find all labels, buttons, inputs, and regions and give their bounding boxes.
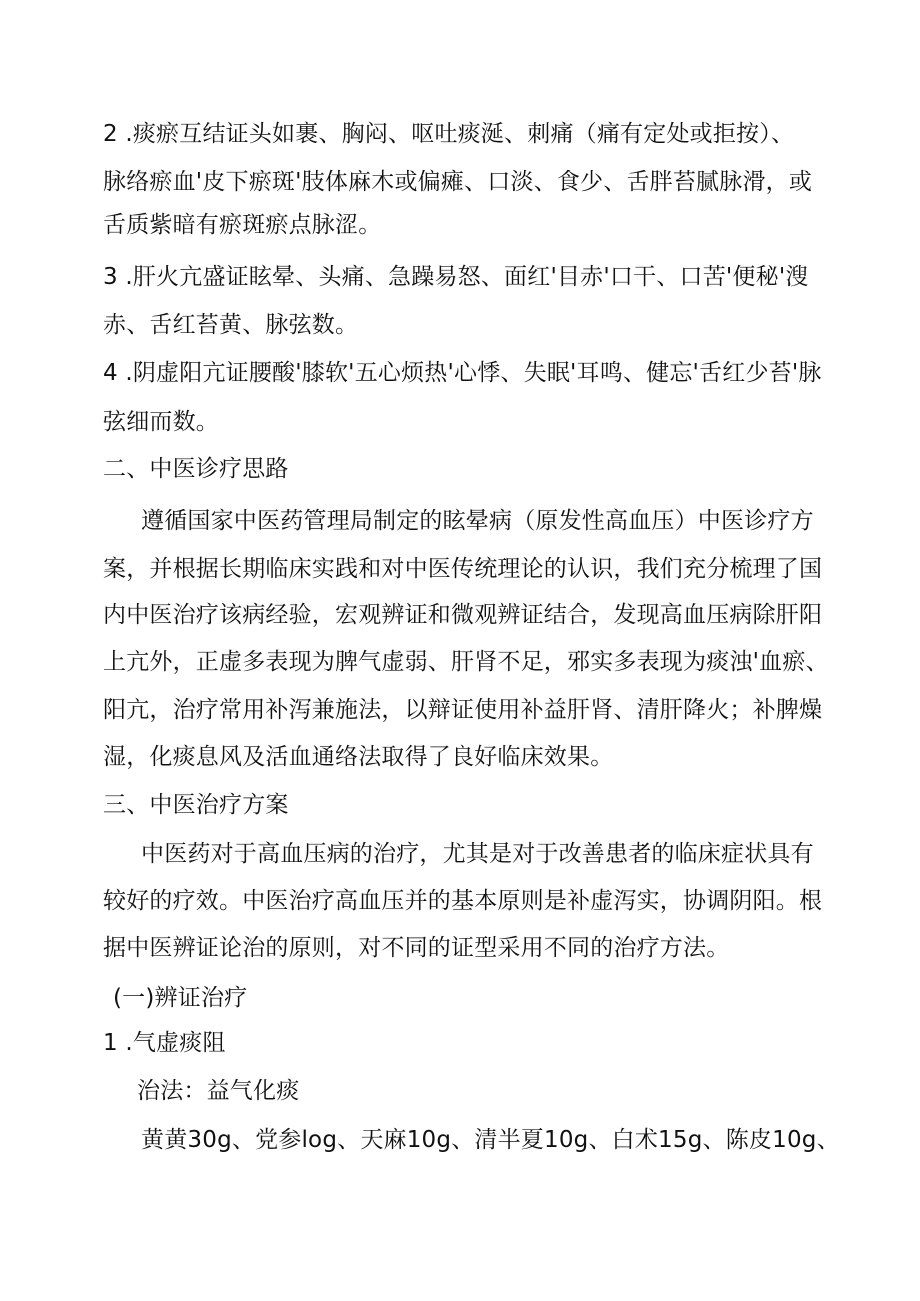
- prescription-line: 黄黄30g、党参log、天麻10g、清半夏10g、白术15g、陈皮10g、: [141, 1127, 840, 1153]
- subsection-heading: (一)辨证治疗: [113, 985, 248, 1011]
- section-heading: 二、中医诊疗思路: [103, 456, 289, 482]
- paragraph-line: 据中医辨证论治的原则，对不同的证型采用不同的治疗方法。: [103, 935, 730, 961]
- text-line: 2 .痰瘀互结证头如裹、胸闷、呕吐痰涎、刺痛（痛有定处或拒按）、: [103, 121, 795, 147]
- text-line: 赤、舌红苔黄、脉弦数。: [103, 312, 359, 338]
- treatment-method: 治法：益气化痰: [137, 1078, 300, 1104]
- paragraph-line: 湿，化痰息风及活血通络法取得了良好临床效果。: [103, 744, 614, 770]
- text-line: 3 .肝火亢盛证眩晕、头痛、急躁易怒、面红'目赤'口干、口苦'便秘'溲: [103, 264, 809, 290]
- list-item: 1 .气虚痰阻: [103, 1030, 226, 1056]
- text-line: 舌质紫暗有瘀斑瘀点脉涩。: [103, 212, 382, 238]
- paragraph-line: 内中医治疗该病经验，宏观辨证和微观辨证结合，发现高血压病除肝阳: [103, 602, 823, 628]
- paragraph-line: 上亢外，正虚多表现为脾气虚弱、肝肾不足，邪实多表现为痰浊'血瘀、: [103, 649, 829, 675]
- text-line: 弦细而数。: [103, 409, 219, 435]
- text-line: 4 .阴虚阳亢证腰酸'膝软'五心烦热'心悸、失眠'耳鸣、健忘'舌红少苔'脉: [103, 360, 822, 386]
- paragraph-line: 中医药对于高血压病的治疗，尤其是对于改善患者的临床症状具有: [141, 841, 814, 867]
- paragraph-line: 遵循国家中医药管理局制定的眩晕病（原发性高血压）中医诊疗方: [141, 508, 814, 534]
- paragraph-line: 案，并根据长期临床实践和对中医传统理论的认识，我们充分梳理了国: [103, 556, 823, 582]
- text-line: 脉络瘀血'皮下瘀斑'肢体麻木或偏瘫、口淡、食少、舌胖苔腻脉滑，或: [103, 169, 813, 195]
- paragraph-line: 较好的疗效。中医治疗高血压并的基本原则是补虚泻实，协调阴阳。根: [103, 888, 823, 914]
- paragraph-line: 阳亢，治疗常用补泻兼施法，以辩证使用补益肝肾、清肝降火；补脾燥: [103, 697, 823, 723]
- section-heading: 三、中医治疗方案: [103, 792, 289, 818]
